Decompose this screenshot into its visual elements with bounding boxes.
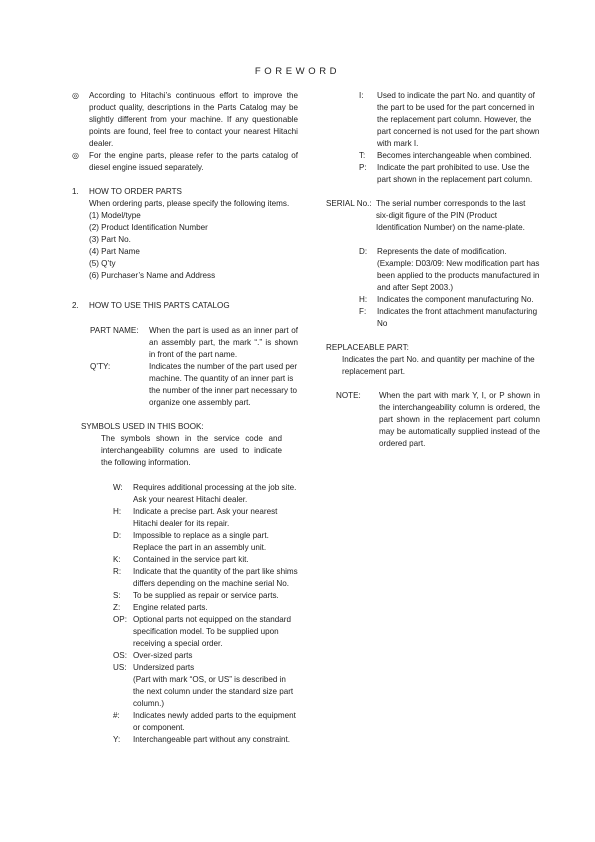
symbol-item	[113, 710, 298, 734]
symbol-code: I:	[359, 91, 364, 100]
note-item	[326, 390, 540, 450]
symbol-item	[113, 530, 298, 554]
symbol-text: Indicate the part prohibited to use. Use the part shown in the replacement part column.	[377, 163, 533, 184]
symbol-item	[113, 590, 298, 602]
section-body	[72, 198, 298, 282]
definition-item	[72, 325, 298, 361]
serial-text-1: The serial number corresponds to the last	[376, 199, 526, 208]
paragraph: Indicates the part No. and quantity per machine of the replacement part.	[342, 355, 535, 376]
serial-label: SERIAL No.:	[326, 199, 372, 208]
subsection-title: REPLACEABLE PART:	[326, 343, 409, 352]
symbol-code: R:	[113, 567, 122, 576]
page-title: FOREWORD	[254, 66, 341, 77]
symbol-code	[113, 674, 133, 710]
list-item: (4) Part Name	[89, 247, 140, 256]
symbol-text: Requires additional processing at the job site. Ask your nearest Hitachi dealer.	[133, 483, 297, 504]
note-label: NOTE:	[336, 391, 361, 400]
bullet-text: For the engine parts, please refer to the parts catalog of diesel engine issued separately.	[89, 151, 298, 172]
symbol-text: Indicate a precise part. Ask your nearest Hitachi dealer for its repair.	[133, 507, 278, 528]
symbol-code: #:	[113, 711, 120, 720]
symbol-code: T:	[359, 151, 366, 160]
symbol-item	[113, 662, 298, 674]
symbol-code: OP:	[113, 615, 127, 624]
symbol-text: Becomes interchangeable when combined.	[377, 151, 532, 160]
list-item: (1) Model/type	[89, 211, 141, 220]
double-circle-icon: ◎	[72, 91, 80, 100]
serial-text-2: six-digit figure of the PIN (Product Identification Number) on the name-plate.	[376, 211, 525, 232]
symbol-item	[113, 674, 298, 710]
definition-text: When the part is used as an inner part of an assembly part, the mark “.” is shown in front of the part name.	[149, 326, 298, 359]
symbol-list	[326, 90, 540, 186]
symbol-list	[72, 482, 298, 746]
definition-item	[72, 361, 298, 409]
symbol-text: Undersized parts	[133, 663, 195, 672]
definition-term: PART NAME:	[90, 326, 139, 335]
symbol-text: Indicate that the quantity of the part like shims differs depending on the machine serial No.	[133, 567, 298, 588]
list-item: (3) Part No.	[89, 235, 131, 244]
symbol-code: Z:	[113, 603, 121, 612]
paragraph: When ordering parts, please specify the following items.	[89, 199, 290, 208]
symbol-code: Y:	[113, 735, 121, 744]
symbol-item	[359, 306, 540, 330]
symbol-code: S:	[113, 591, 121, 600]
bullet-item	[72, 90, 298, 150]
left-column	[72, 90, 298, 746]
symbol-code: F:	[359, 307, 367, 316]
symbol-text: Impossible to replace as a single part. Replace the part in an assembly unit.	[133, 531, 269, 552]
section-heading	[72, 300, 298, 312]
symbol-text: Indicates the front attachment manufacturing No	[377, 307, 538, 328]
symbol-text: Used to indicate the part No. and quantity of the part to be used for the part concerned in the replacement part column. However, the part concerned is not used for the part shown with mark I.	[377, 91, 540, 148]
symbol-item	[113, 650, 298, 662]
symbol-code: OS:	[113, 651, 127, 660]
symbol-text: Over-sized parts	[133, 651, 193, 660]
symbol-item	[113, 602, 298, 614]
paragraph: The symbols shown in the service code and interchangeability columns are used to indicate the following information.	[101, 434, 282, 467]
right-column	[326, 90, 540, 450]
symbol-item	[113, 554, 298, 566]
symbol-code: US:	[113, 663, 127, 672]
serial-item	[326, 198, 540, 210]
symbol-code: D:	[113, 531, 122, 540]
symbol-text: Indicates newly added parts to the equipment or component.	[133, 711, 296, 732]
section-heading	[72, 186, 298, 198]
symbol-code: D:	[359, 247, 368, 256]
symbol-item	[113, 506, 298, 530]
symbol-code: H:	[359, 295, 368, 304]
list-item: (6) Purchaser’s Name and Address	[89, 271, 216, 280]
symbol-text: Indicates the component manufacturing No.	[377, 295, 534, 304]
bullet-text: According to Hitachi’s continuous effort to improve the product quality, descriptions in the Parts Catalog may be slightly different from your machine. If any questionable points are found, feel free to contact your nearest Hitachi dealer.	[89, 91, 298, 148]
definition-term: Q’TY:	[90, 362, 111, 371]
subsection-title: SYMBOLS USED IN THIS BOOK:	[81, 422, 204, 431]
symbol-text: To be supplied as repair or service parts.	[133, 591, 279, 600]
double-circle-icon: ◎	[72, 151, 80, 160]
symbol-item	[113, 566, 298, 590]
symbol-item	[359, 162, 540, 186]
symbol-item	[113, 614, 298, 650]
section-title: HOW TO ORDER PARTS	[89, 187, 182, 196]
symbol-item	[359, 294, 540, 306]
symbol-code: K:	[113, 555, 121, 564]
symbol-item	[359, 90, 540, 150]
list-item: (2) Product Identification Number	[89, 223, 208, 232]
symbol-item	[359, 150, 540, 162]
symbol-list	[326, 246, 540, 330]
symbol-text: (Part with mark “OS, or US” is described in the next column under the standard size part column.)	[133, 675, 294, 708]
symbol-text: Engine related parts.	[133, 603, 208, 612]
bullet-item	[72, 150, 298, 174]
note-text: When the part with mark Y, I, or P shown in the interchangeability column is ordered, the part shown in the replacement part column may be automatically supplied instead of the ordered part.	[379, 391, 540, 448]
list-item: (5) Q’ty	[89, 259, 116, 268]
symbol-text: Interchangeable part without any constraint.	[133, 735, 291, 744]
symbol-text: Optional parts not equipped on the standard specification model. To be supplied upon receiving a special order.	[133, 615, 291, 648]
symbol-text: Represents the date of modification. (Example: D03/09: New modification part has been applied to the products manufactured in and after Sept 2003.)	[377, 247, 540, 292]
definition-text: Indicates the number of the part used per machine. The quantity of an inner part is the number of the inner part necessary to organize one assembly part.	[149, 362, 298, 407]
section-number: 1.	[72, 187, 79, 196]
symbol-code: H:	[113, 507, 122, 516]
symbol-item	[359, 246, 540, 294]
section-title: HOW TO USE THIS PARTS CATALOG	[89, 301, 230, 310]
section-number: 2.	[72, 301, 79, 310]
symbol-code: W:	[113, 483, 123, 492]
symbol-code: P:	[359, 163, 367, 172]
symbol-item	[113, 734, 298, 746]
symbol-text: Contained in the service part kit.	[133, 555, 249, 564]
symbol-item	[113, 482, 298, 506]
